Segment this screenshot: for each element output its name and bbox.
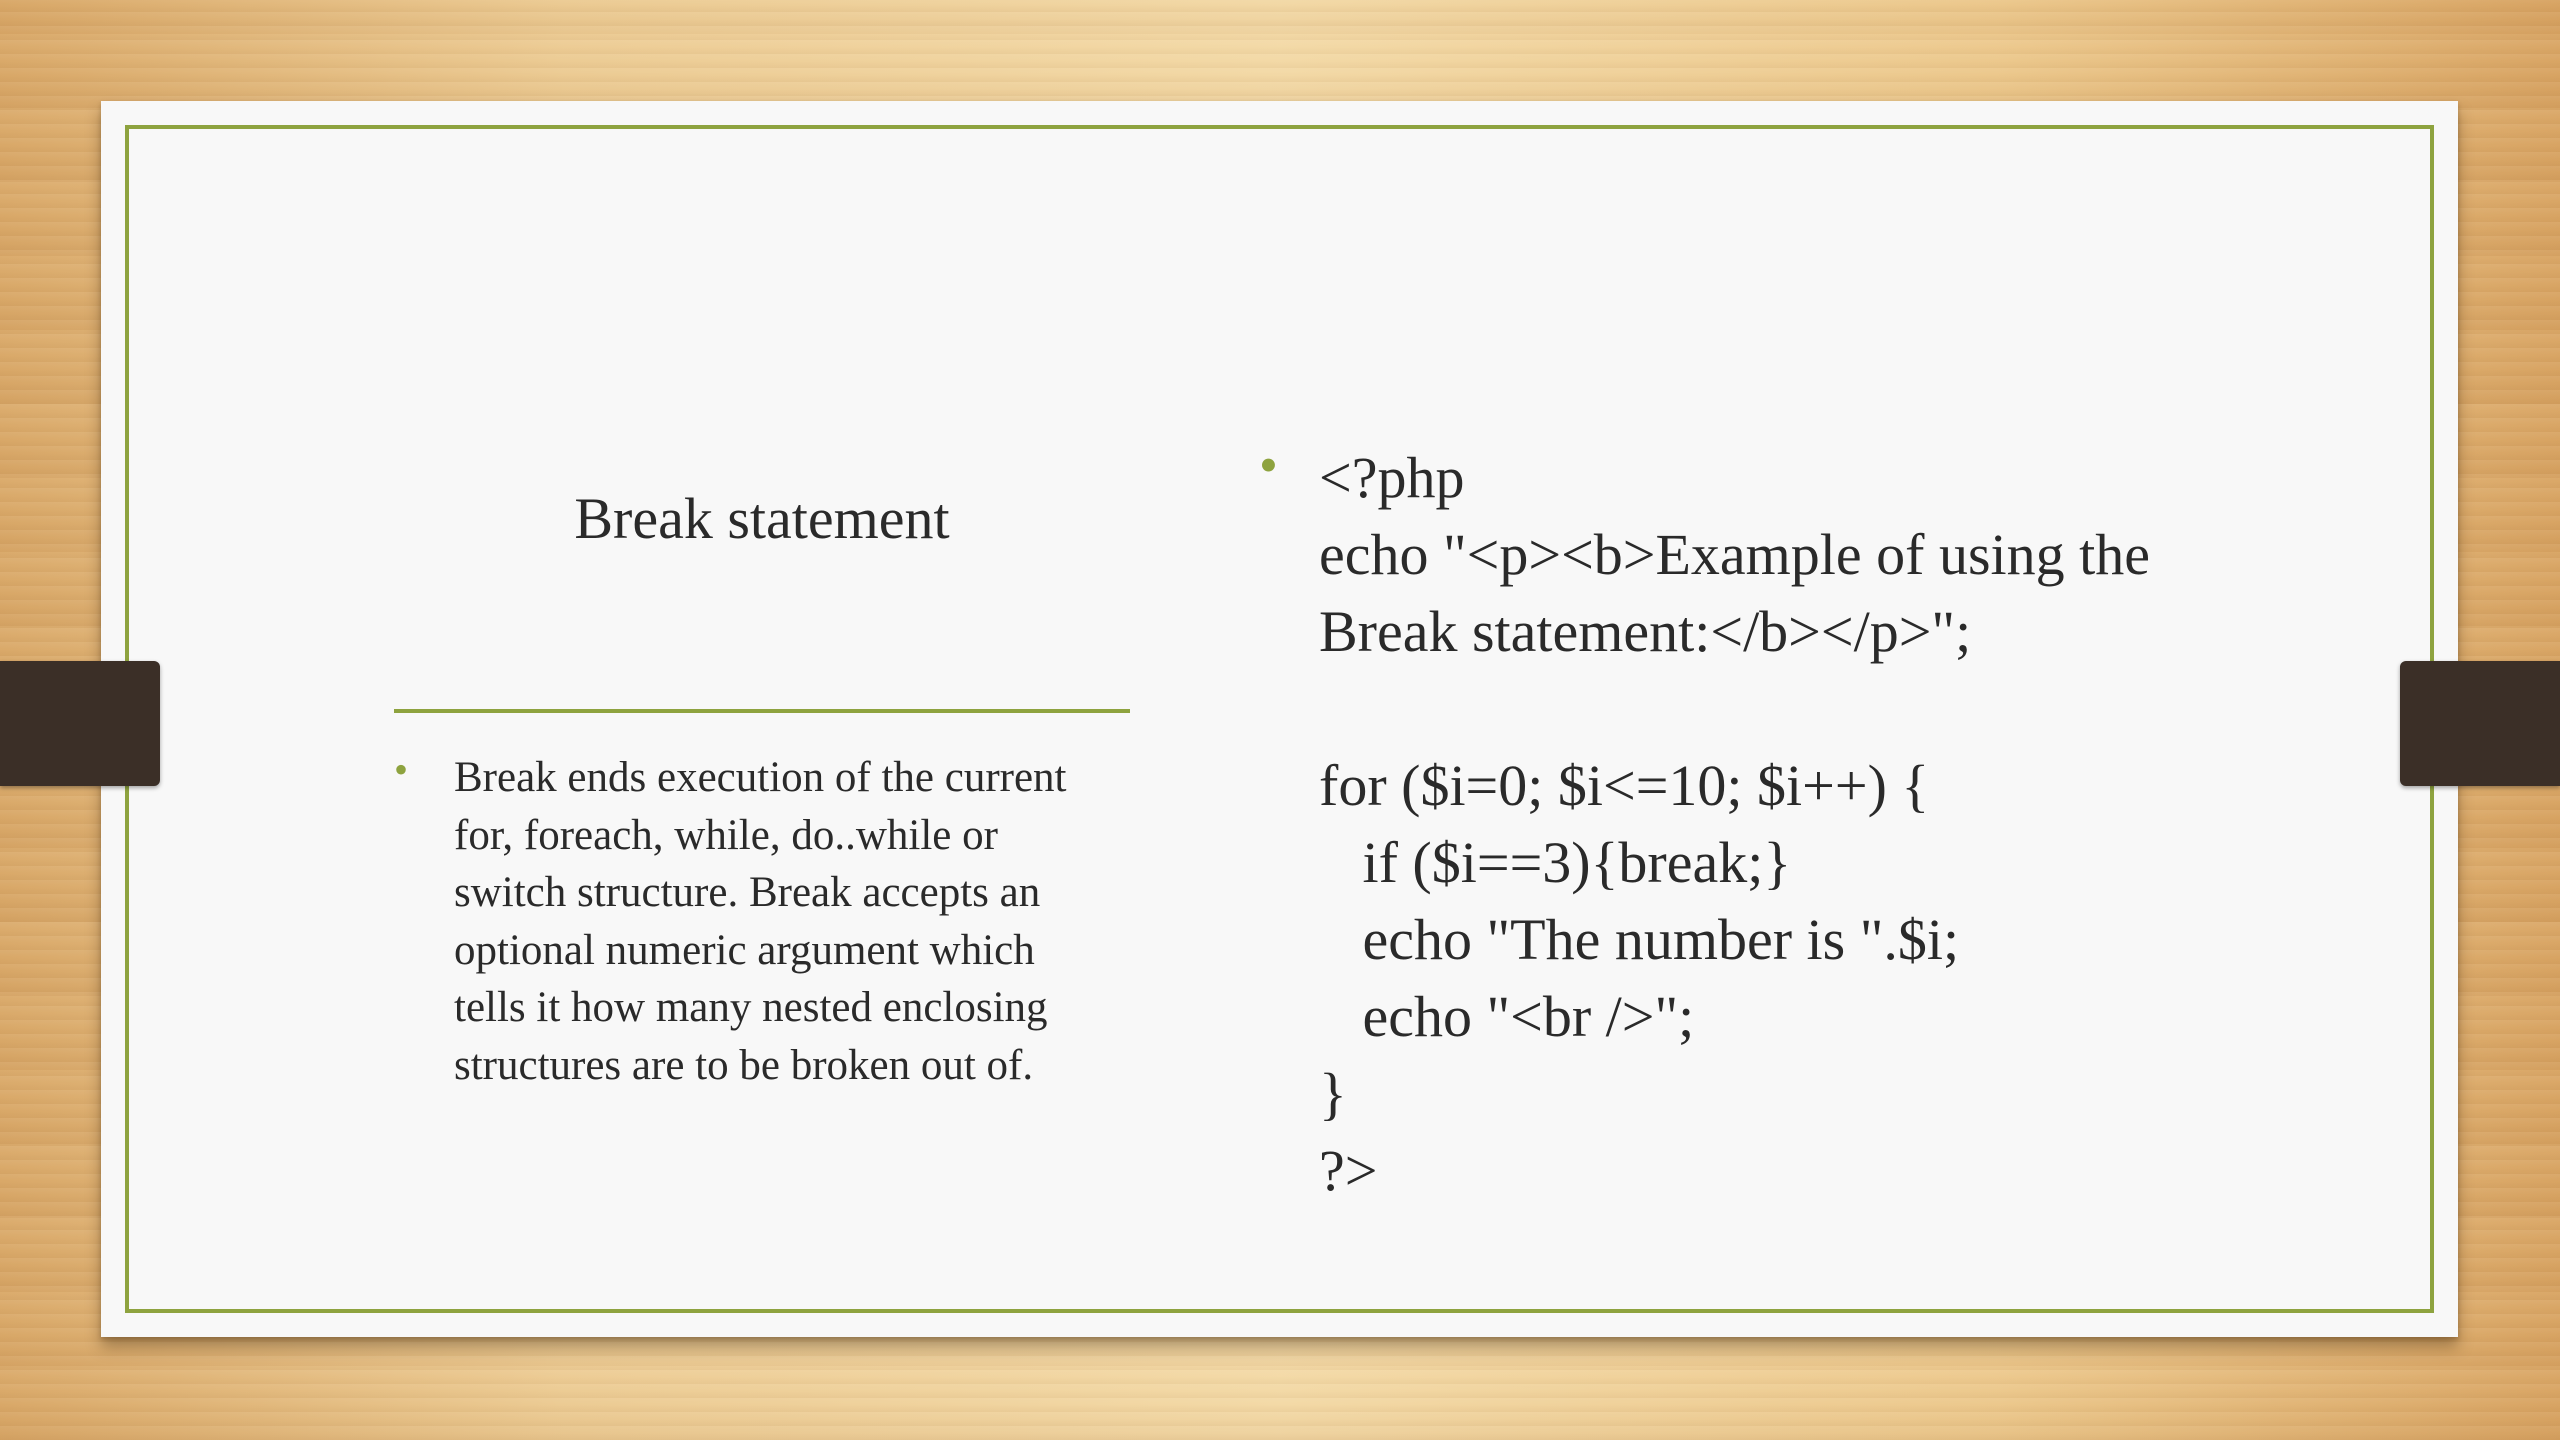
description-line: structures are to be broken out of. xyxy=(454,1041,1034,1089)
code-line: <?php xyxy=(1319,445,1465,510)
code-line: echo "<p><b>Example of using the xyxy=(1319,522,2151,587)
description-line: for, foreach, while, do..while or xyxy=(454,811,998,859)
code-line: ?> xyxy=(1319,1138,1378,1203)
code-line: } xyxy=(1319,1061,1347,1126)
description-bullet xyxy=(394,749,1154,1094)
title-divider xyxy=(394,709,1130,713)
code-line-blank xyxy=(1319,670,2479,747)
description-line: optional numeric argument which xyxy=(454,926,1035,974)
description-line: switch structure. Break accepts an xyxy=(454,869,1041,916)
binder-clip-right xyxy=(2400,661,2560,786)
binder-clip-left xyxy=(0,661,160,786)
slide-title: Break statement xyxy=(574,486,950,551)
description-line: tells it how many nested enclosing xyxy=(454,984,1048,1031)
description-body xyxy=(394,749,1154,1094)
slide xyxy=(101,101,2458,1337)
code-line: if ($i==3){break;} xyxy=(1319,830,1792,895)
code-line: echo "The number is ".$i; xyxy=(1319,907,1960,972)
bullet-dot-icon: • xyxy=(394,747,409,792)
code-line: for ($i=0; $i<=10; $i++) { xyxy=(1319,753,1930,818)
code-bullet xyxy=(1259,435,2479,1209)
bullet-dot-icon: • xyxy=(1259,435,1278,495)
code-line: Break statement:</b></p>"; xyxy=(1319,599,1972,664)
description-line: Break ends execution of the current xyxy=(454,754,1067,801)
code-example-body xyxy=(1259,435,2479,1209)
code-line: echo "<br />"; xyxy=(1319,984,1695,1049)
